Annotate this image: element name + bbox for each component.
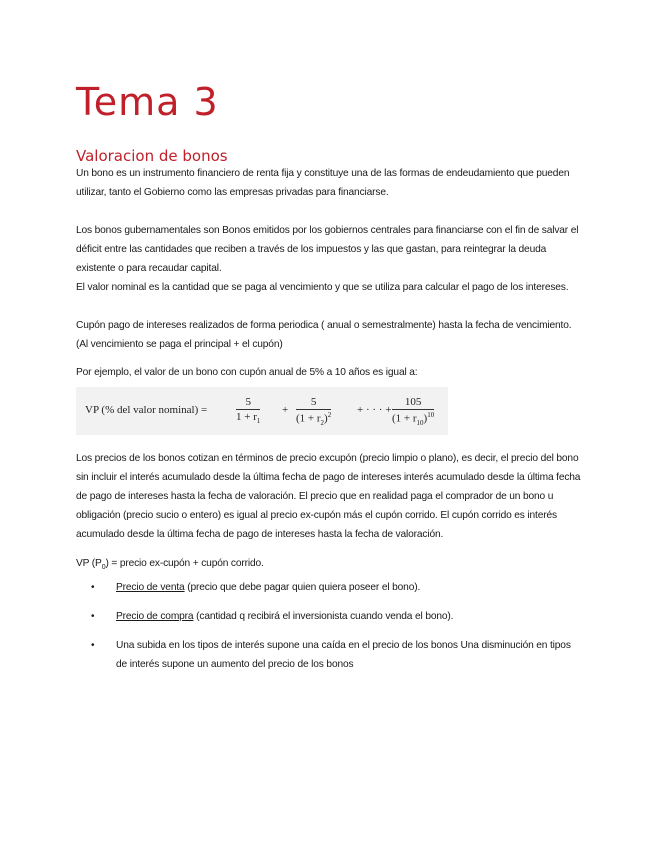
formula-ellipsis: + · · · + [357,404,392,416]
section-heading: Valoracion de bonos [76,147,228,165]
paragraph-government-bonds: Los bonos gubernamentales son Bonos emitidos por los gobiernos centrales para financiarse con el fin de salvar el déficit entre las cantidades que reciben a través de los impuestos y las que gastan, para reintegrar la deuda existente o para recaudar capital. [76,225,579,274]
bullet-marker: • [91,611,95,622]
list-item: • Precio de compra (cantidad q recibirá el inversionista cuando venda el bono). [76,607,581,626]
list-item: • Precio de venta (precio que debe pagar quien quiera poseer el bono). [76,578,581,597]
bullet-marker: • [91,640,95,651]
paragraph-coupon: Cupón pago de intereses realizados de forma periodica ( anual o semestralmente) hasta la fecha de vencimiento. (Al vencimiento se paga el principal + el cupón) [76,320,572,350]
paragraph-vp-formula: VP $(P_0)$ = precio ex-cupón + cupón corrido. [76,558,264,572]
bullet-list [76,578,581,674]
formula-term-1: $\frac{5}{1 + r_1}$ [236,396,261,426]
list-item: • Una subida en los tipos de interés supone una caída en el precio de los bonos Una disminución en tipos de interés supone un aumento del precio de los bonos [76,636,581,674]
paragraph-nominal-value: El valor nominal es la cantidad que se paga al vencimiento y que se utiliza para calcular el pago de los intereses. [76,282,569,293]
bond-value-formula [76,387,448,435]
paragraph-prices: Los precios de los bonos cotizan en términos de precio excupón (precio limpio o plano), es decir, el precio del bono sin incluir el interés acumulado desde la última fecha de pago de intereses interés acumulado desde la última fecha de pago de intereses hasta la fecha de valoración. El precio que en realidad paga el comprador de un bono u obligación (precio sucio o entero) es igual al precio ex-cupón más el cupón corrido. El cupón corrido es interés acumulado desde la última fecha de pago de intereses hasta la fecha de valoración. [76,453,581,540]
formula-term-2: $\frac{5}{(1 + r_2)^2}$ [296,396,332,427]
paragraph-example: Por ejemplo, el valor de un bono con cupón anual de 5% a 10 años es igual a: [76,367,418,378]
bullet-marker: • [91,582,95,593]
page-title: Tema 3 [76,80,219,124]
term-precio-venta: Precio de venta [116,582,185,593]
formula-term-3: $\frac{105}{(1 + r_{10})^{10}}$ [392,396,435,427]
formula-plus: + [282,404,289,416]
term-precio-compra: Precio de compra [116,611,194,622]
paragraph-definition: Un bono es un instrumento financiero de renta fija y constituye una de las formas de endeudamiento que pueden utilizar, tanto el Gobierno como las empresas privadas para financiarse. [76,168,570,198]
formula-lhs: VP (% del valor nominal) = [85,404,208,416]
